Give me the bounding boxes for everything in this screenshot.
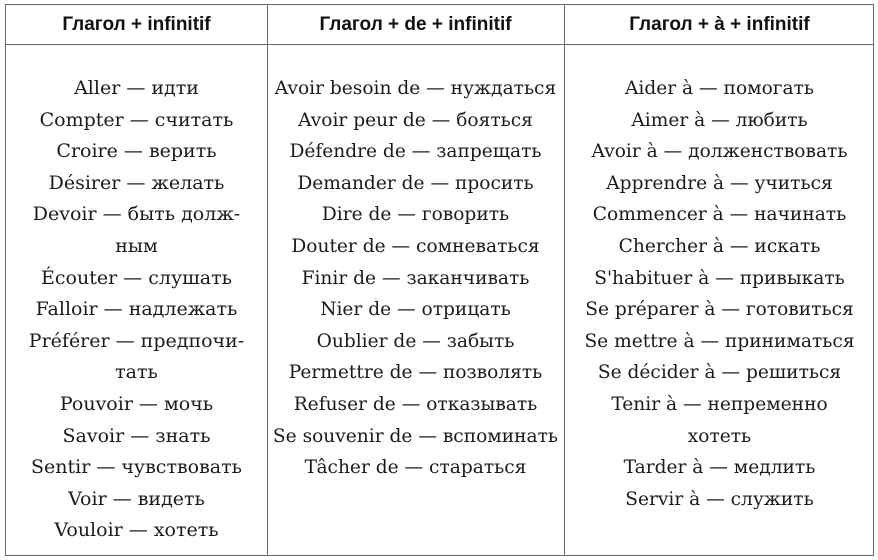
column-verb-infinitive <box>6 73 267 547</box>
table-entry: Se souvenir de — вспоминать <box>272 425 559 447</box>
table-entry: Nier de — отрицать <box>320 299 511 321</box>
table-entry: Commencer à — начинать <box>592 204 847 226</box>
table-entry: Se mettre à — приниматься <box>584 330 855 352</box>
table-entry: Apprendre à — учиться <box>606 172 833 194</box>
column-verb-a-infinitive <box>564 73 875 515</box>
table-entry: Aider à — помогать <box>624 78 815 99</box>
table-entry: Douter de — сомневаться <box>291 235 540 257</box>
header-divider <box>6 44 873 45</box>
table-entry: Compter — считать <box>39 108 234 131</box>
column-header-verb-infinitive: Глагол + infinitif <box>62 13 211 35</box>
table-entry: Chercher à — искать <box>618 235 821 257</box>
table-entry: тать <box>115 361 158 384</box>
column-verb-de-infinitive <box>267 73 564 484</box>
table-entry: Falloir — надлежать <box>35 298 238 321</box>
table-entry: Refuser de — отказывать <box>293 393 538 415</box>
column-header-verb-a-infinitive: Глагол + à + infinitif <box>629 13 810 35</box>
table-entry: Défendre de — запрещать <box>289 141 542 163</box>
table-entry: Se préparer à — готовиться <box>585 299 854 321</box>
table-entry: Aimer à — любить <box>631 109 808 131</box>
table-entry: Avoir à — долженствовать <box>591 141 848 163</box>
table-entry: Servir à — служить <box>625 488 814 510</box>
table-entry: Avoir peur de — бояться <box>298 109 533 131</box>
table-entry: Savoir — знать <box>62 424 211 447</box>
table-entry: Se décider à — решиться <box>597 362 842 384</box>
table-entry: Écouter — слушать <box>41 266 232 289</box>
table-entry: Voir — видеть <box>68 487 205 510</box>
verb-infinitive-table <box>5 4 874 556</box>
table-entry: хотеть <box>687 425 752 447</box>
column-header-verb-de-infinitive: Глагол + de + infinitif <box>319 13 512 35</box>
table-entry: Tâcher de — стараться <box>304 457 527 479</box>
table-entry: S'habituer à — привыкать <box>594 267 845 289</box>
table-entry: Oublier de — забыть <box>316 330 515 352</box>
table-entry: Sentir — чувствовать <box>31 456 242 479</box>
table-entry: Désirer — желать <box>48 171 225 194</box>
table-entry: Demander de — просить <box>297 172 534 194</box>
table-entry: Vouloir — хотеть <box>54 519 219 542</box>
table-entry: Tenir à — непременно <box>611 393 828 415</box>
table-entry: Finir de — заканчивать <box>301 267 530 289</box>
table-entry: Permettre de — позволять <box>288 362 543 384</box>
table-entry: Pouvoir — мочь <box>59 392 214 415</box>
table-entry: Croire — верить <box>56 140 217 163</box>
table-entry: Aller — идти <box>74 77 199 99</box>
table-entry: Dire de — говорить <box>321 204 510 226</box>
table-entry: Préférer — предпочи- <box>28 329 245 352</box>
table-entry: Devoir — быть долж- <box>32 203 241 226</box>
table-entry: ным <box>115 234 158 257</box>
table-entry: Tarder à — медлить <box>623 457 816 479</box>
table-entry: Avoir besoin de — нуждаться <box>274 78 557 99</box>
